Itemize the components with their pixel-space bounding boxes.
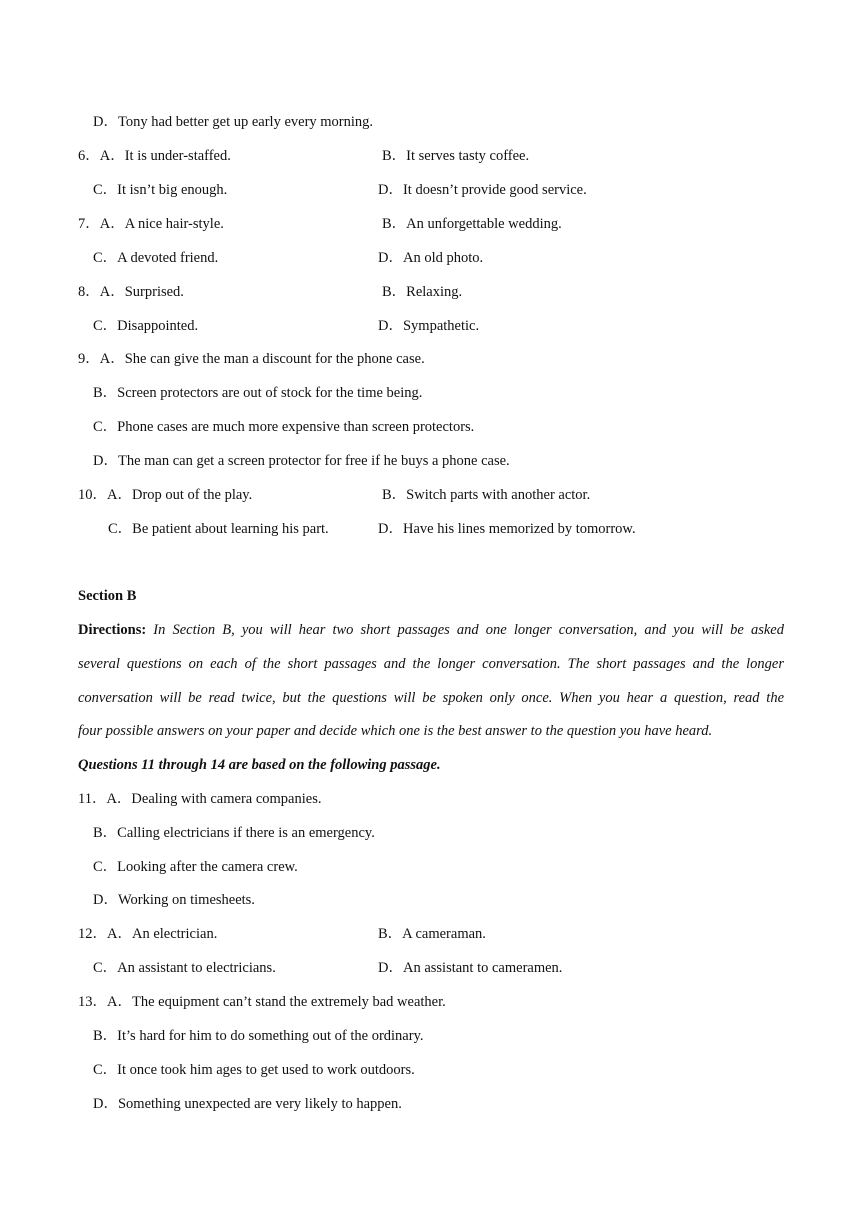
- q13-option-c: C．It once took him ages to get used to work outdoors.: [93, 1062, 415, 1078]
- directions-line-2: several questions on each of the short passages and the longer conversation. The short passages and the longer: [78, 656, 784, 672]
- q11-option-c: C．Looking after the camera crew.: [93, 859, 298, 875]
- q13-option-a: 13．A．The equipment can’t stand the extremely bad weather.: [78, 994, 446, 1010]
- q5-option-d: D．Tony had better get up early every morning.: [93, 114, 374, 130]
- section-title: Section B: [78, 588, 137, 604]
- q9-option-a: 9．A．She can give the man a discount for the phone case.: [78, 351, 425, 367]
- directions-text-1: In Section B, you will hear two short passages and one longer conversation, and you will be asked: [146, 622, 784, 638]
- q10-option-c: C．Be patient about learning his part.: [108, 521, 329, 537]
- directions-line-1: [78, 620, 784, 640]
- q10-option-b: B．Switch parts with another actor.: [382, 487, 591, 503]
- q12-option-c: C．An assistant to electricians.: [93, 960, 276, 976]
- passage-heading: Questions 11 through 14 are based on the following passage.: [78, 757, 441, 773]
- q7-option-d: D．An old photo.: [378, 250, 484, 266]
- q6-option-d: D．It doesn’t provide good service.: [378, 182, 587, 198]
- q6-option-b: B．It serves tasty coffee.: [382, 148, 530, 164]
- q7-option-c: C．A devoted friend.: [93, 250, 219, 266]
- q8-option-d: D．Sympathetic.: [378, 318, 480, 334]
- q8-option-c: C．Disappointed.: [93, 318, 199, 334]
- q11-option-b: B．Calling electricians if there is an emergency.: [93, 825, 375, 841]
- q13-option-b: B．It’s hard for him to do something out of the ordinary.: [93, 1028, 424, 1044]
- directions-line-3: conversation will be read twice, but the questions will be spoken only once. When you hear a question, read the: [78, 690, 784, 706]
- q6-option-a: 6．A．It is under-staffed.: [78, 148, 231, 164]
- directions-line-4: four possible answers on your paper and decide which one is the best answer to the question you have heard.: [78, 723, 713, 739]
- q10-option-d: D．Have his lines memorized by tomorrow.: [378, 521, 636, 537]
- q6-option-c: C．It isn’t big enough.: [93, 182, 228, 198]
- q9-option-c: C．Phone cases are much more expensive than screen protectors.: [93, 419, 475, 435]
- q13-option-d: D．Something unexpected are very likely to happen.: [93, 1096, 402, 1112]
- q9-option-b: B．Screen protectors are out of stock for the time being.: [93, 385, 423, 401]
- q7-option-b: B．An unforgettable wedding.: [382, 216, 562, 232]
- directions-label: Directions:: [78, 622, 147, 638]
- q12-option-d: D．An assistant to cameramen.: [378, 960, 563, 976]
- q7-option-a: 7．A．A nice hair-style.: [78, 216, 224, 232]
- q11-option-a: 11．A．Dealing with camera companies.: [78, 791, 322, 807]
- q9-option-d: D．The man can get a screen protector for free if he buys a phone case.: [93, 453, 510, 469]
- q10-option-a: 10．A．Drop out of the play.: [78, 487, 253, 503]
- q11-option-d: D．Working on timesheets.: [93, 892, 255, 908]
- q12-option-a: 12．A．An electrician.: [78, 926, 218, 942]
- q12-option-b: B．A cameraman.: [378, 926, 486, 942]
- q8-option-a: 8．A．Surprised.: [78, 284, 184, 300]
- q8-option-b: B．Relaxing.: [382, 284, 463, 300]
